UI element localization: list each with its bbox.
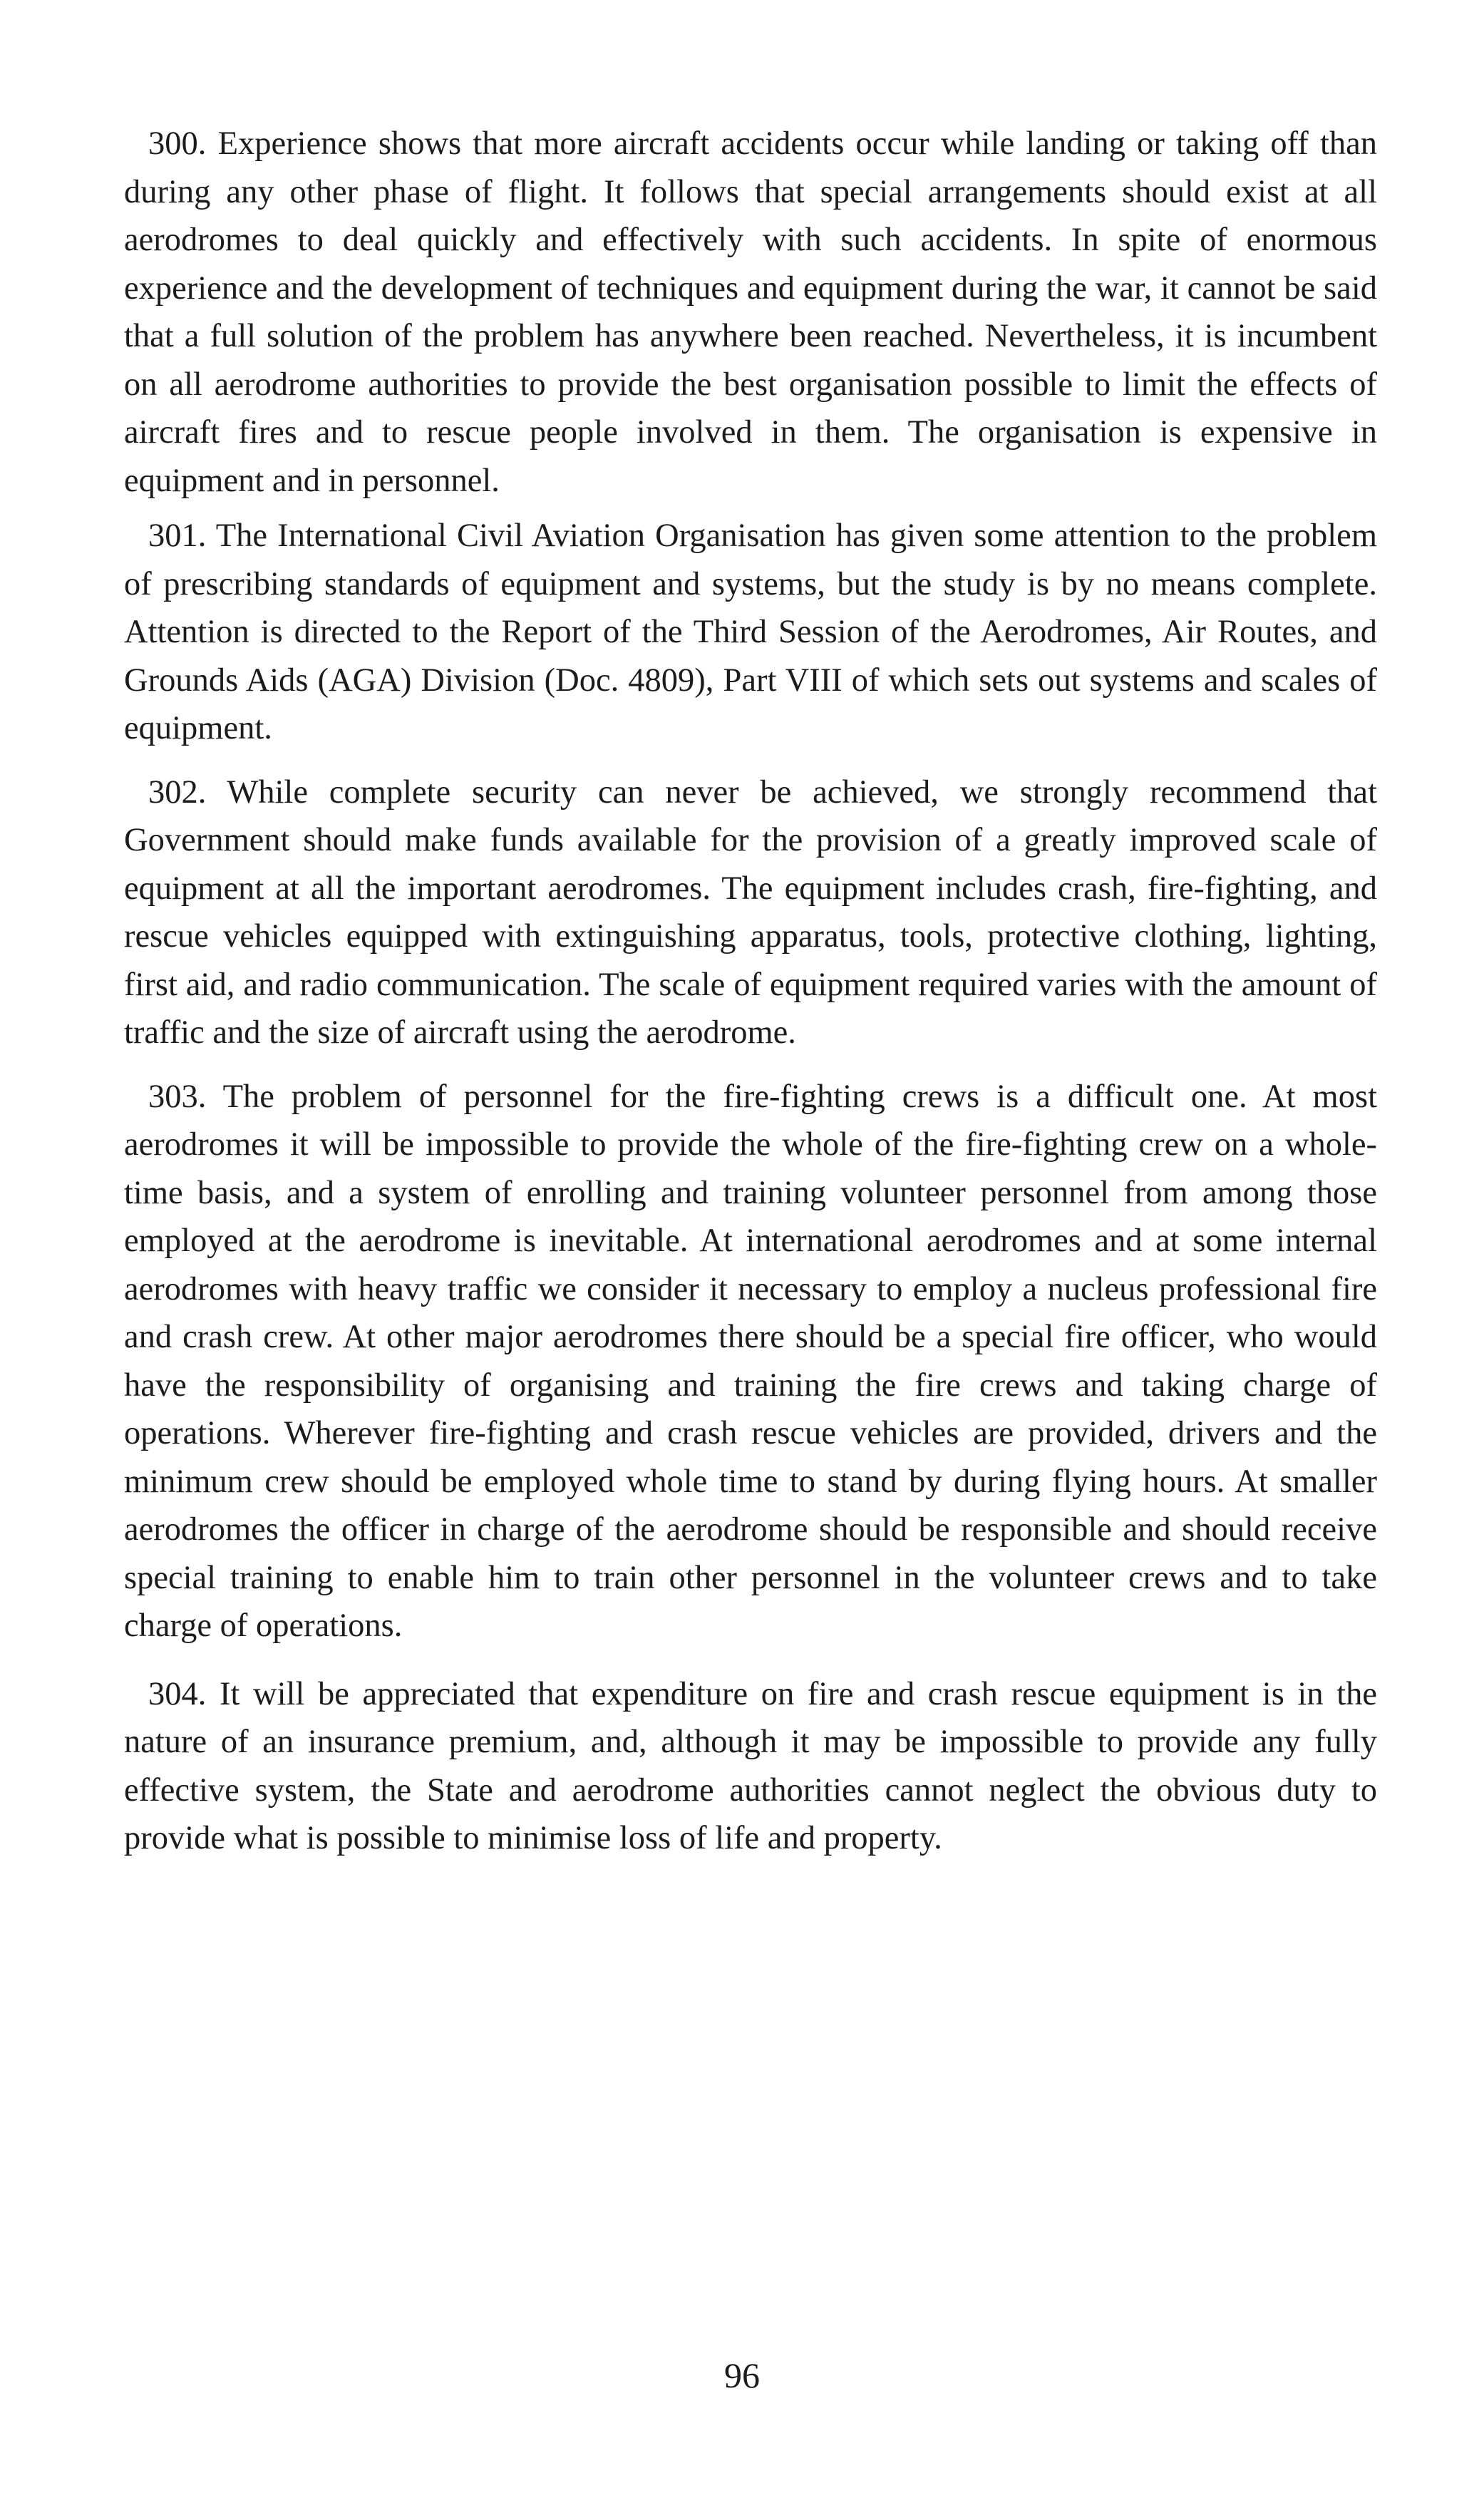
paragraph-304 — [124, 1670, 1377, 1863]
paragraph-303 — [124, 1073, 1377, 1650]
paragraph-text: The problem of personnel for the fire-fighting crews is a difficult one. At most aerodromes it will be impossible to provide the whole of the fire-fighting crew on a whole-time basis, and a system of enrolling and training volunteer personnel from among those employed at the aerodrome is inevitable. At international aerodromes and at some internal aerodromes with heavy traffic we consider it necessary to employ a nucleus professional fire and crash crew. At other major aerodromes there should be a special fire officer, who would have the responsibility of organising and training the fire crews and taking charge of operations. Wherever fire-fighting and crash rescue vehicles are provided, drivers and the minimum crew should be employed whole time to stand by during flying hours. At smaller aerodromes the officer in charge of the aerodrome should be responsible and should receive special training to enable him to train other personnel in the volunteer crews and to take charge of operations. — [124, 1078, 1377, 1644]
paragraph-text: It will be appreciated that expenditure on fire and crash rescue equipment is in the nature of an insurance premium, and, although it may be impossible to provide any fully effective system, the State and aerodrome authorities cannot neglect the obvious duty to provide what is possible to minimise loss of life and property. — [124, 1675, 1378, 1856]
paragraph-text: Experience shows that more aircraft accidents occur while landing or taking off than during any other phase of flight. It follows that special arrangements should exist at all aerodromes to deal quickly and effectively with such accidents. In spite of enormous experience and the development of techniques and equipment during the war, it cannot be said that a full solution of the problem has anywhere been reached. Nevertheless, it is incumbent on all aerodrome authorities to provide the best organisation possible to limit the effects of aircraft fires and to rescue people involved in them. The organisation is expensive in equipment and in personnel. — [124, 125, 1378, 499]
paragraph-number: 302. — [148, 773, 207, 811]
paragraph-gap — [124, 505, 1377, 512]
paragraph-gap — [124, 1650, 1377, 1670]
paragraph-number: 301. — [148, 518, 207, 554]
paragraph-text: The International Civil Aviation Organisation has given some attention to the problem of prescribing standards of equipment and systems, but the study is by no means complete. Attention is directed to the Report of the Third Session of the Aerodromes, Air Routes, and Grounds Aids (AGA) Division (Doc. 4809), Part VIII of which sets out systems and scales of equipment. — [124, 518, 1377, 746]
paragraph-gap — [124, 753, 1377, 768]
paragraph-302 — [124, 768, 1377, 1057]
paragraph-301 — [124, 512, 1377, 753]
paragraph-number: 304. — [148, 1675, 207, 1712]
paragraph-number: 303. — [148, 1078, 207, 1115]
paragraph-number: 300. — [148, 125, 207, 162]
paragraph-text: While complete security can never be achieved, we strongly recommend that Government should make funds available for the provision of a greatly improved scale of equipment at all the important aerodromes. The equipment includes crash, fire-fighting, and rescue vehicles equipped with extinguishing apparatus, tools, protective clothing, lighting, first aid, and radio communication. The scale of equipment required varies with the amount of traffic and the size of aircraft using the aerodrome. — [124, 773, 1377, 1051]
paragraph-300 — [124, 120, 1377, 505]
page-number: 96 — [724, 2355, 760, 2395]
paragraph-gap — [124, 1057, 1377, 1073]
page-body — [124, 120, 1377, 1863]
